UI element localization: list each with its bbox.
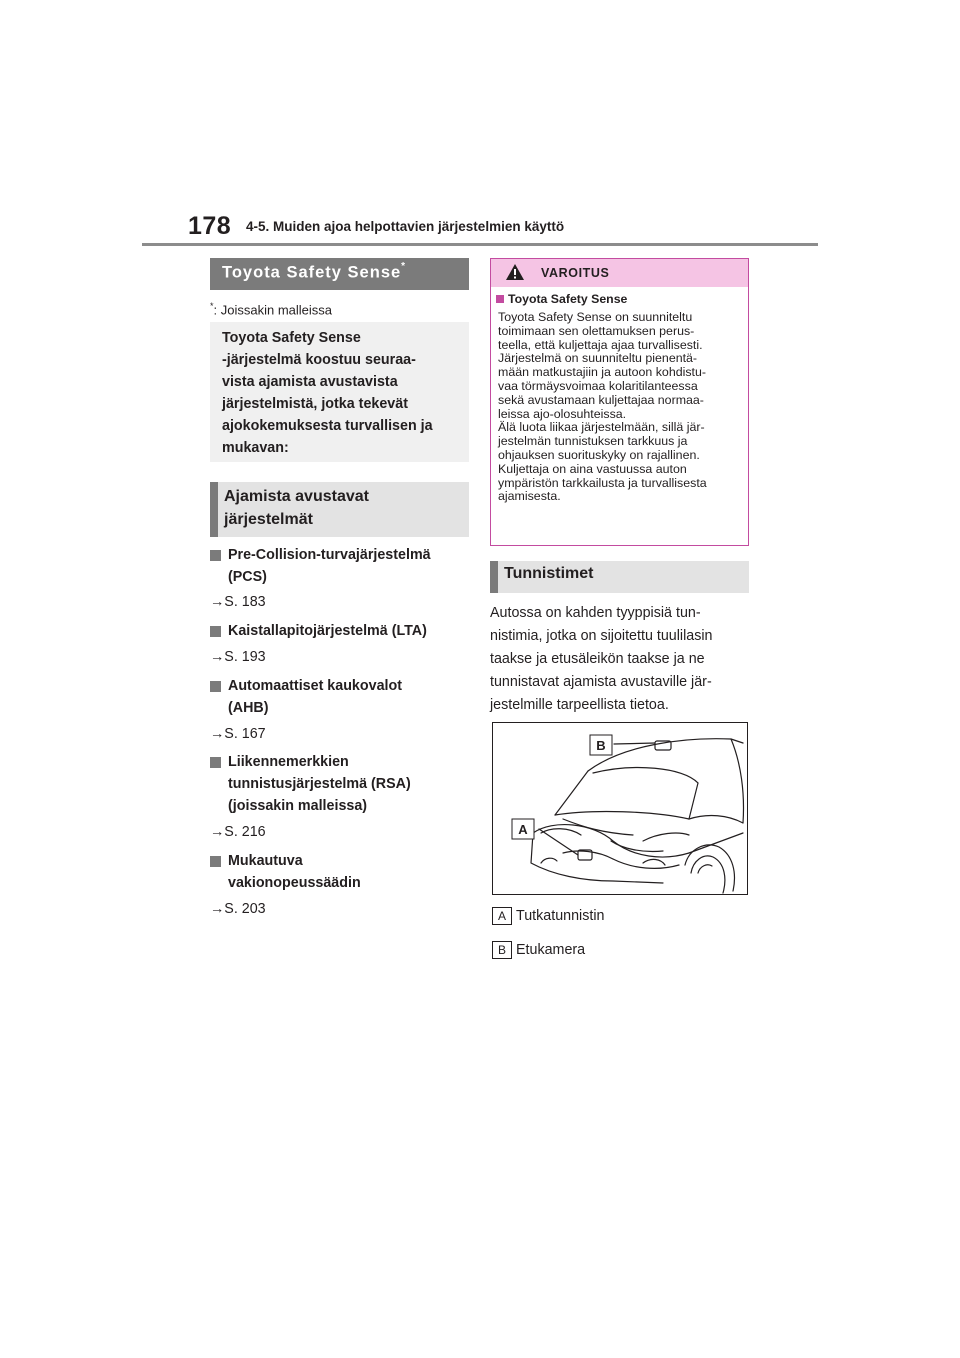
subheading-sensors: Tunnistimet	[490, 561, 749, 593]
item-acc-title	[210, 850, 361, 894]
intro-line: Toyota Safety Sense	[222, 330, 361, 346]
figure-label-a: A	[518, 822, 528, 837]
legend-text: Tutkatunnistin	[516, 907, 605, 924]
item-rsa-title	[210, 751, 411, 817]
warning-subtitle	[496, 292, 627, 306]
warning-triangle-icon	[505, 263, 525, 281]
item-rsa-ref[interactable]: →S. 216	[210, 824, 266, 840]
car-front-icon	[493, 723, 748, 895]
warning-label: VAROITUS	[541, 266, 610, 280]
header-divider	[142, 243, 818, 246]
car-sensor-illustration	[492, 722, 748, 895]
item-title-line: vakionopeussäädin	[228, 875, 361, 891]
legend-item-radar	[492, 907, 604, 925]
legend-text: Etukamera	[516, 941, 586, 958]
item-acc-ref[interactable]: →S. 203	[210, 901, 266, 917]
subheading-line: järjestelmät	[224, 511, 313, 528]
item-ahb-ref[interactable]: →S. 167	[210, 726, 266, 742]
item-title-line: Liikennemerkkien	[228, 754, 349, 770]
subheading-driving-assist	[210, 482, 469, 537]
intro-line: mukavan:	[222, 440, 289, 456]
intro-line: vista ajamista avustavista	[222, 374, 398, 390]
chapter-title-bar	[210, 258, 469, 290]
item-lta-title	[210, 620, 427, 642]
legend-badge-b: B	[492, 941, 512, 959]
intro-line: -järjestelmä koostuu seuraa-	[222, 352, 416, 368]
intro-box	[210, 322, 469, 462]
footnote-text: : Joissakin malleissa	[213, 302, 333, 318]
section-title: 4-5. Muiden ajoa helpottavien järjestelmien käyttö	[246, 219, 565, 234]
item-ahb-title	[210, 675, 402, 719]
item-title-line: tunnistusjärjestelmä (RSA)	[228, 776, 411, 792]
bullet-square-icon	[210, 681, 221, 692]
bullet-square-icon	[210, 757, 221, 768]
page-number: 178	[188, 212, 232, 240]
item-pcs-ref[interactable]: →S. 183	[210, 594, 266, 610]
item-title-line: Automaattiset kaukovalot	[228, 678, 402, 694]
bullet-square-icon	[210, 626, 221, 637]
footnote-mark: *	[210, 301, 214, 311]
bullet-square-icon	[210, 550, 221, 561]
bullet-square-icon	[210, 856, 221, 867]
intro-line: ajokokemuksesta turvallisen ja	[222, 418, 433, 434]
warning-header	[491, 259, 748, 287]
warning-subtitle-text: Toyota Safety Sense	[508, 292, 628, 306]
intro-line: järjestelmistä, jotka tekevät	[222, 396, 408, 412]
warning-text: Toyota Safety Sense on suunniteltu toimimaan sen olettamuksen perus- teella, että kuljettaja ajaa turvallisesti. Järjestelmä on suunniteltu pienentä- mään matkustajiin ja autoon kohdistu- vaa törmäysvoimaa kolaritilanteessa sekä avustamaan kuljettajaa normaa- leissa ajo-olosuhteissa. Älä luota liikaa järjestelmään, sillä jär- jestelmän tunnistuksen tarkkuus ja ohjauksen suorituskyky on rajallinen. Kuljettaja on aina vastuussa auton ympäristön tarkkailusta ja turvallisesta ajamisesta.	[498, 310, 707, 504]
item-title-line: Kaistallapitojärjestelmä (LTA)	[228, 623, 427, 639]
chapter-title: Toyota Safety Sense	[222, 263, 402, 282]
legend-item-camera	[492, 941, 585, 959]
item-pcs-title	[210, 544, 431, 588]
item-title-line: (joissakin malleissa)	[228, 798, 368, 814]
figure-label-b: B	[596, 738, 606, 753]
sensors-paragraph: Autossa on kahden tyyppisiä tun- nistimia, jotka on sijoitettu tuulilasin taakse ja etusäleikön taakse ja ne tunnistavat ajamista avustaville jär- jestelmille tarpeellista tietoa.	[490, 605, 713, 713]
title-footnote-mark: *	[401, 261, 407, 272]
item-lta-ref[interactable]: →S. 193	[210, 649, 266, 665]
item-title-line: (AHB)	[228, 700, 269, 716]
bullet-square-icon	[496, 295, 504, 303]
item-title-line: Mukautuva	[228, 853, 303, 869]
legend-badge-a: A	[492, 907, 512, 925]
item-title-line: Pre-Collision-turvajärjestelmä	[228, 547, 431, 563]
item-title-line: (PCS)	[228, 569, 267, 585]
footnote	[210, 301, 332, 317]
subheading-line: Ajamista avustavat	[224, 488, 369, 505]
warning-box	[490, 258, 749, 546]
